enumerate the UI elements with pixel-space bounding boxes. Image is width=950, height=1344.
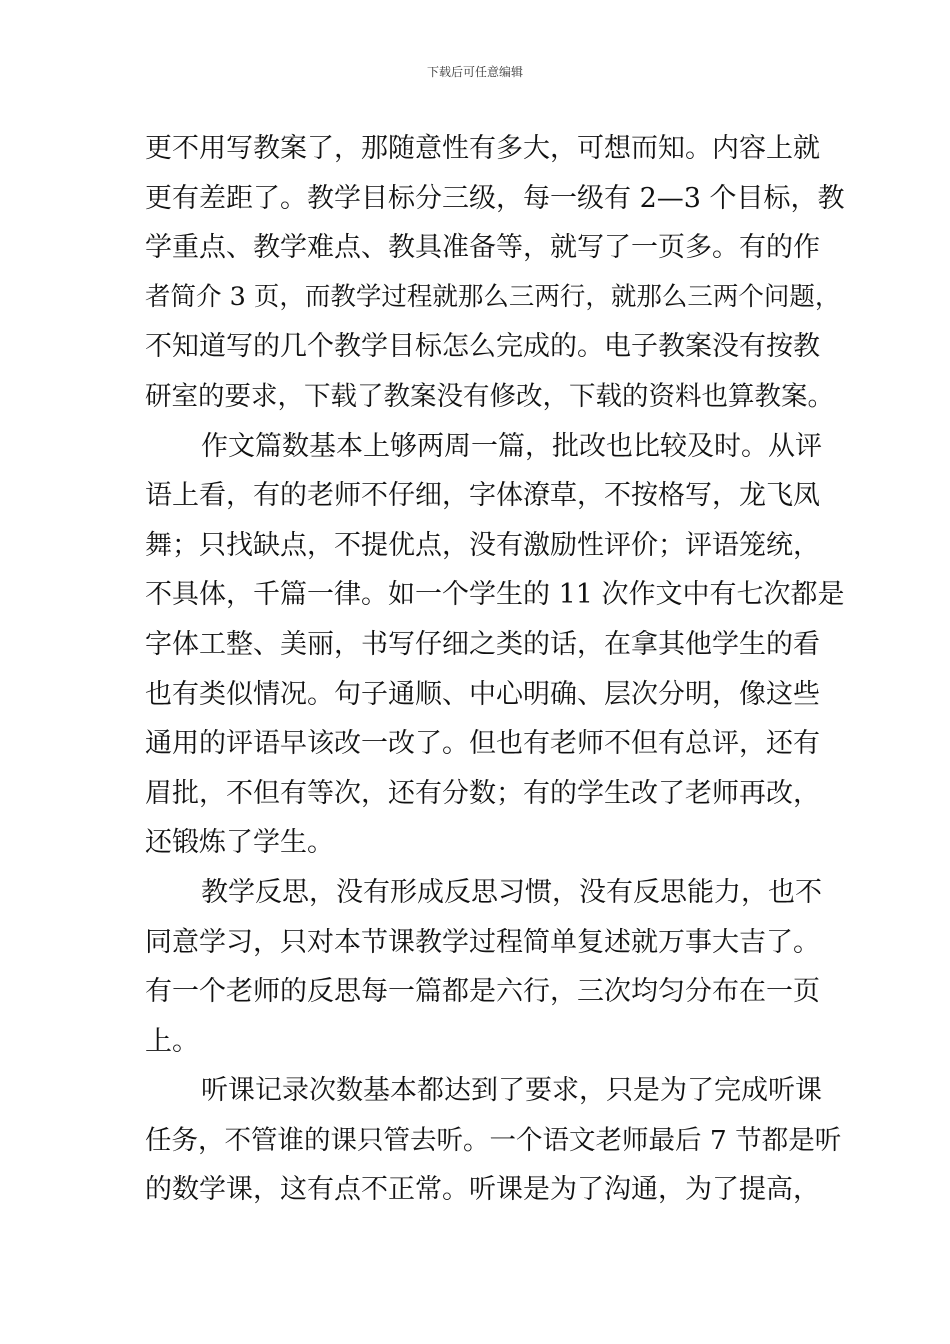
text-line: 任务，不管谁的课只管去听。一个语文老师最后 7 节都是听 <box>145 1124 842 1156</box>
text-line: 更不用写教案了，那随意性有多大，可想而知。内容上就 <box>145 133 820 164</box>
text-line: 还锻炼了学生。 <box>145 827 334 859</box>
text-line: 字体工整、美丽，书写仔细之类的话，在拿其他学生的看 <box>145 628 820 660</box>
text-line: 眉批，不但有等次，还有分数；有的学生改了老师再改， <box>145 777 820 809</box>
text-line: 学重点、教学难点、教具准备等，就写了一页多。有的作 <box>145 232 820 264</box>
text-line: 有一个老师的反思每一篇都是六行，三次均匀分布在一页 <box>145 976 820 1008</box>
text-line: 通用的评语早该改一改了。但也有老师不但有总评，还有 <box>145 728 820 760</box>
paragraph-first-line: 听课记录次数基本都达到了要求，只是为了完成听课 <box>201 1075 822 1107</box>
page-header: 下载后可任意编辑 <box>426 65 523 79</box>
text-line: 不具体，千篇一律。如一个学生的 11 次作文中有七次都是 <box>145 579 845 611</box>
paragraph-first-line: 作文篇数基本上够两周一篇，批改也比较及时。从评 <box>201 430 822 462</box>
text-line: 更有差距了。教学目标分三级，每一级有 2—3 个目标，教 <box>145 182 845 214</box>
paragraph-first-line: 教学反思，没有形成反思习惯，没有反思能力，也不 <box>201 876 822 908</box>
text-line: 者简介 3 页，而教学过程就那么三两行，就那么三两个问题， <box>145 281 841 312</box>
text-line: 上。 <box>145 1025 199 1057</box>
text-line: 不知道写的几个教学目标怎么完成的。电子教案没有按教 <box>145 331 820 363</box>
text-line: 舞；只找缺点，不提优点，没有激励性评价；评语笼统， <box>145 529 820 561</box>
text-line: 同意学习，只对本节课教学过程简单复述就万事大吉了。 <box>145 926 820 958</box>
document-body <box>145 124 845 1215</box>
text-line: 语上看，有的老师不仔细，字体潦草，不按格写，龙飞凤 <box>145 480 820 512</box>
text-line: 的数学课，这有点不正常。听课是为了沟通，为了提高， <box>145 1174 820 1206</box>
text-line: 也有类似情况。句子通顺、中心明确、层次分明，像这些 <box>145 678 820 710</box>
text-line: 研室的要求，下载了教案没有修改，下载的资料也算教案。 <box>145 380 834 412</box>
